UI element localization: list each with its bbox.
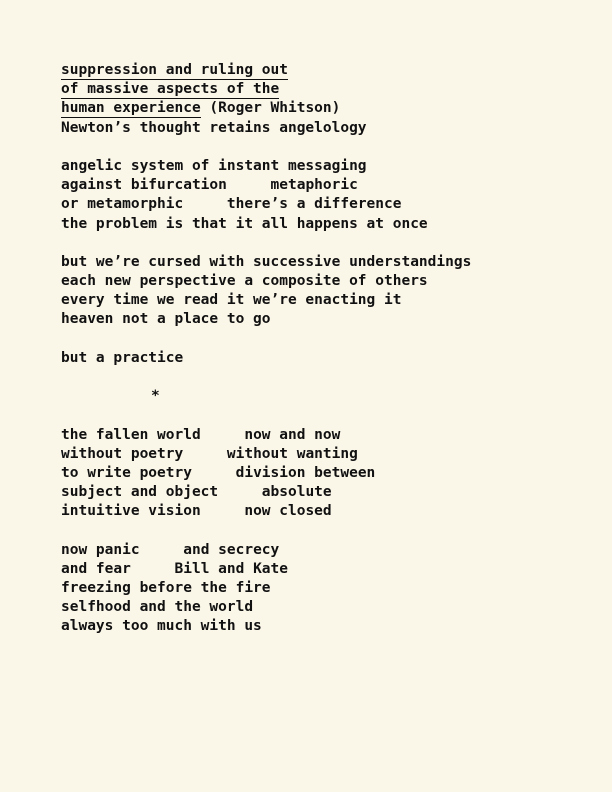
line-phrase: subject and object bbox=[61, 484, 219, 501]
poem-line bbox=[61, 541, 581, 560]
stanza-break bbox=[61, 522, 581, 541]
poem-line bbox=[61, 195, 581, 214]
poem-line: always too much with us bbox=[61, 618, 262, 635]
poem-line: the problem is that it all happens at once bbox=[61, 215, 428, 232]
poem-line: selfhood and the world bbox=[61, 599, 254, 616]
line-phrase: now panic bbox=[61, 541, 140, 558]
poem-line bbox=[61, 445, 581, 464]
line-phrase: without poetry bbox=[61, 445, 184, 462]
poem-line: heaven not a place to go bbox=[61, 311, 271, 328]
poem-page bbox=[61, 61, 581, 637]
line-phrase: division between bbox=[235, 464, 376, 481]
line-phrase: and secrecy bbox=[183, 541, 280, 558]
stanza-break bbox=[61, 368, 581, 387]
section-separator: * bbox=[151, 388, 160, 405]
stanza-break bbox=[61, 330, 581, 349]
line-phrase: absolute bbox=[261, 484, 332, 501]
poem-line bbox=[61, 99, 581, 118]
line-phrase: Bill and Kate bbox=[174, 560, 288, 577]
poem-line bbox=[61, 80, 581, 99]
poem-line bbox=[61, 61, 581, 80]
poem-line: but we’re cursed with successive understandings bbox=[61, 253, 472, 270]
poem-line: every time we read it we’re enacting it bbox=[61, 292, 402, 309]
poem-line bbox=[61, 464, 581, 483]
poem-line bbox=[61, 426, 581, 445]
poem-line bbox=[61, 483, 581, 502]
line-phrase: there’s a difference bbox=[226, 196, 402, 213]
line-phrase: the fallen world bbox=[61, 426, 201, 443]
poem-line: each new perspective a composite of others bbox=[61, 273, 428, 290]
poem-line: freezing before the fire bbox=[61, 580, 271, 597]
underlined-text: human experience bbox=[61, 100, 201, 117]
line-phrase: to write poetry bbox=[61, 464, 192, 481]
line-phrase: now closed bbox=[244, 503, 332, 520]
poem-line: Newton’s thought retains angelology bbox=[61, 119, 367, 136]
stanza-break bbox=[61, 138, 581, 157]
line-phrase: and fear bbox=[61, 560, 131, 577]
line-phrase: now and now bbox=[244, 426, 341, 443]
poem-line bbox=[61, 176, 581, 195]
line-phrase: against bifurcation bbox=[61, 177, 227, 194]
line-phrase: metaphoric bbox=[270, 177, 358, 194]
underlined-text: of massive aspects of the bbox=[61, 81, 280, 98]
poem-line: angelic system of instant messaging bbox=[61, 157, 367, 174]
line-phrase: or metamorphic bbox=[61, 196, 184, 213]
line-phrase: without wanting bbox=[226, 445, 358, 462]
stanza-break bbox=[61, 234, 581, 253]
stanza-break bbox=[61, 406, 581, 425]
attribution-text: (Roger Whitson) bbox=[209, 100, 341, 117]
poem-line bbox=[61, 502, 581, 521]
underlined-text: suppression and ruling out bbox=[61, 62, 288, 78]
poem-line bbox=[61, 560, 581, 579]
poem-line: but a practice bbox=[61, 349, 184, 366]
line-phrase: intuitive vision bbox=[61, 503, 201, 520]
